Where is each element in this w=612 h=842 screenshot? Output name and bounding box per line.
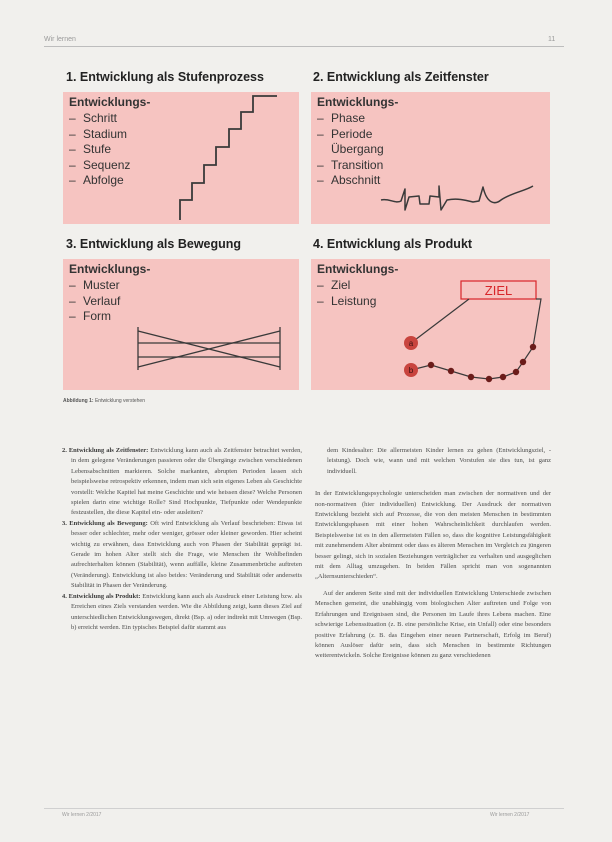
goal-label: ZIEL — [484, 283, 513, 298]
list-item: – Verlauf — [69, 293, 121, 308]
body-column-left — [62, 446, 302, 633]
node-b-label: b — [408, 366, 414, 375]
list-item: Übergang — [331, 142, 384, 156]
list-item: – Muster — [69, 278, 120, 292]
body-column-right — [315, 446, 551, 668]
panel-1-heading: Entwicklungs- — [69, 95, 151, 109]
list-item: – Abfolge — [69, 173, 124, 187]
list-item: – Periode — [317, 126, 373, 141]
panel-stufenprozess — [63, 92, 299, 224]
list-item: – Stadium — [69, 126, 128, 141]
list-item: – Schritt — [69, 111, 118, 125]
footer-rule — [44, 808, 564, 809]
panel-3-heading: Entwicklungs- — [69, 262, 151, 276]
path-a — [411, 299, 469, 343]
footer-left: Wir lernen 2/2017 — [62, 812, 102, 818]
panel-4-title: 4. Entwicklung als Produkt — [313, 237, 473, 251]
panel-2-heading: Entwicklungs- — [317, 95, 399, 109]
list-item: – Leistung — [317, 293, 377, 308]
figure-caption: Abbildung 1: Entwicklung verstehen — [63, 398, 145, 404]
list-item: – Abschnitt — [317, 173, 381, 187]
movement-diagram — [63, 259, 299, 390]
list-item: 4. Entwicklung als Produkt: Entwicklung kann auch als Ausdruck einer Leistung bzw. als Erreichen eines Ziels verstanden werden. Wie die Abbildung zeigt, kann dieses Ziel auf unterschiedlichen Entwicklungswegen, direkt (Bsp. a) oder indirekt mit Umwegen (Bsp. b) erreicht werden. Ein typisches Beispiel dafür stammt aus — [62, 592, 302, 631]
timeline-squiggle — [311, 92, 550, 224]
list-item: – Sequenz — [69, 157, 131, 172]
panel-zeitfenster — [311, 92, 550, 224]
panel-2-title: 2. Entwicklung als Zeitfenster — [313, 70, 489, 84]
panel-produkt — [311, 259, 550, 390]
panel-1-title: 1. Entwicklung als Stufenprozess — [66, 70, 264, 84]
list-item: 3. Entwicklung als Bewegung: Oft wird Entwicklung als Verlauf beschrieben: Etwas ist besser oder schlechter, mehr oder weniger, grösser oder kleiner geworden. Hier scheint wichtig zu erwähnen, dass Entwicklung auch von Phasen der Stabilität geprägt ist. Gerade im hohen Alter stellt sich die Frage, wie Menschen ihr Wohlbefinden aufrechterhalten können (Stabilität), wenn auffälle, kleine Zusammenbrüche auftreten (Veränderung). Entwicklung ist also beides: Veränderung und Stabilität oder anderseits Stabilität in Phasen der Veränderung. — [62, 519, 303, 590]
header-rule — [44, 46, 564, 47]
list-item: – Phase — [317, 111, 366, 125]
list-item: – Transition — [317, 157, 384, 172]
footer-right: Wir lernen 2/2017 — [490, 812, 530, 818]
panel-bewegung — [63, 259, 299, 390]
list-item: – Form — [69, 309, 111, 323]
list-item: – Stufe — [69, 142, 112, 156]
paragraph: Auf der anderen Seite sind mit der individuellen Entwicklung Unterschiede zwischen Menschen gemeint, die unabhängig vom biologischen Alter auftreten und Folge von Erfahrungen und Ereignissen sind, die Personen im Laufe ihres Lebens machen. Eine schwierige Lebenssituation (z. B. eine persönliche Krise, ein Unfall) oder eine besonders positive Erfahrung (z. B. das Eingehen einer neuen Partnerschaft, Erfolg im Beruf) können Auslöser dafür sein, dass sich Menschen in bestimmte Richtungen weiterentwickeln. Solche Ereignisse können zu ganz verschiedenen — [315, 589, 551, 660]
list-item: – Ziel — [317, 278, 351, 292]
running-header-left: Wir lernen — [44, 36, 76, 43]
panel-3-title: 3. Entwicklung als Bewegung — [66, 237, 242, 251]
staircase-diagram — [63, 92, 299, 224]
panel-4-heading: Entwicklungs- — [317, 262, 399, 276]
page-number: 11 — [548, 36, 556, 43]
product-diagram — [311, 259, 550, 390]
list-item: 2. Entwicklung als Zeitfenster: Entwicklung kann auch als Zeitfenster betrachtet werden, in dem gelegene Veränderungen passieren oder die Übergänge zwischen verschiedenen Lebensabschnitten markieren. Solche markanten, abrupten Perioden lassen sich beispielsweise retrospektiv erkennen, indem man sich sein eigenes Leben als Geschichte vorstellt: Welche Kapitel hat meine Geschichte und wie heissen diese? Welche Personen spielen darin eine wichtige Rolle? Sind Hochpunkte, Tiefpunkte oder Wendepunkte festzustellen, die diese Kapitel ein- oder ausleiten? — [62, 447, 302, 517]
paragraph: In der Entwicklungspsychologie unterscheiden man zwischen der normativen und der non-normativen (hier individuellen) Entwicklung. Der Ausdruck der normativen Entwicklung bezieht sich auf Prozesse, die von den meisten Menschen in bestimmten Entwicklungsphasen mit einer hohen Wahrscheinlichkeit durchlaufen werden. Beispielsweise ist es in den allermeisten Fällen so, dass die kognitive Leistungsfähigkeit mit zunehmendem Alter abnimmt oder dass es älteren Menschen im Vergleich zu jüngeren besser gelingt, sich in sozialen Beziehungen verträglicher zu verhalten und ausgeglichen mit dem Alltag umzugehen. In beiden Fällen spricht man von sogenannten „Alternsunterschieden“. — [315, 490, 551, 581]
node-a-label: a — [408, 339, 414, 348]
paragraph: dem Kindesalter: Die allermeisten Kinder lernen zu gehen (Entwicklungsziel, -leistung). Doch wie, wann und mit welchen Vorstufen sie dies tun, ist ganz individuell. — [327, 447, 551, 475]
